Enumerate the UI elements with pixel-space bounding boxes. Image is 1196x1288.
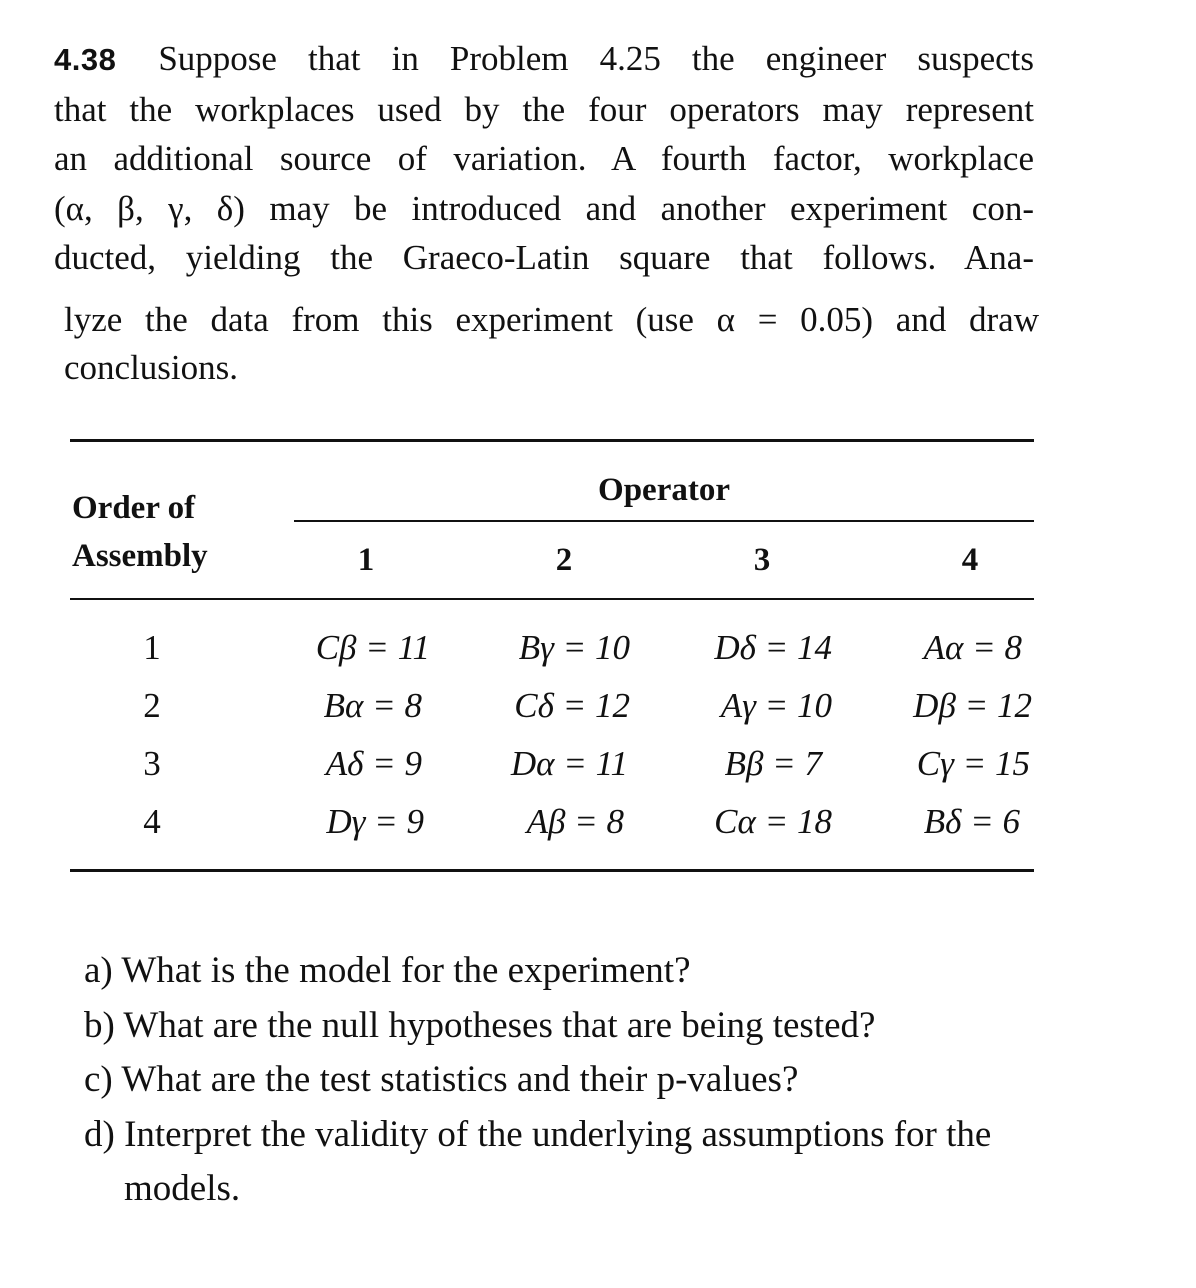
table-cell: Bβ = 7 — [724, 744, 822, 783]
problem-text-line-4: (α, β, γ, δ) may be introduced and another experiment con- — [54, 188, 1034, 228]
operator-header-4: 4 — [961, 542, 979, 578]
table-top-rule — [70, 439, 1034, 442]
problem-text-line-1: Suppose that in Problem 4.25 the engineer suspects — [158, 39, 1034, 78]
operator-group-rule — [294, 520, 1034, 522]
question-d-continuation: models. — [124, 1168, 241, 1209]
table-cell: Cβ = 11 — [315, 628, 430, 667]
table-cell: Cγ = 15 — [916, 744, 1030, 783]
table-cell: Cα = 18 — [714, 802, 832, 841]
table-bottom-rule — [70, 869, 1034, 872]
problem-statement — [54, 34, 1034, 283]
table-cell: Aα = 8 — [923, 628, 1022, 667]
operator-header-1: 1 — [357, 542, 375, 578]
table-cell: Aβ = 8 — [526, 802, 624, 841]
row-header-assembly: Assembly — [72, 538, 208, 574]
table-cell: Aγ = 10 — [720, 686, 832, 725]
table-cell: Dγ = 9 — [326, 802, 424, 841]
question-d: d) Interpret the validity of the underlying assumptions for the — [84, 1113, 992, 1155]
continuation-line-2: conclusions. — [64, 348, 239, 387]
problem-continuation — [64, 296, 1039, 392]
question-c: c) What are the test statistics and their p-values? — [84, 1059, 799, 1100]
question-a: a) What is the model for the experiment? — [84, 950, 691, 991]
problem-text-line-2: that the workplaces used by the four operators may represent — [54, 89, 1034, 129]
question-b: b) What are the null hypotheses that are being tested? — [84, 1004, 876, 1046]
row-header-order-of: Order of — [72, 490, 196, 526]
problem-number: 4.38 — [54, 42, 117, 77]
order-cell: 1 — [143, 628, 161, 667]
table-cell: Bδ = 6 — [923, 802, 1020, 841]
table-cell: Bα = 8 — [323, 686, 422, 725]
table-cell: Bγ = 10 — [518, 628, 630, 667]
order-cell: 3 — [143, 744, 161, 783]
table-cell: Dα = 11 — [510, 744, 628, 783]
problem-text-line-5: ducted, yielding the Graeco-Latin square that follows. Ana- — [54, 238, 1034, 277]
order-cell: 2 — [143, 686, 161, 725]
order-cell: 4 — [143, 802, 161, 841]
header-bottom-rule — [70, 598, 1034, 600]
continuation-line-1: lyze the data from this experiment (use α = 0.05) and draw — [64, 300, 1039, 339]
operator-header-3: 3 — [753, 542, 771, 578]
table-cell: Dδ = 14 — [714, 628, 832, 667]
table-cell: Cδ = 12 — [514, 686, 630, 725]
table-cell: Aδ = 9 — [325, 744, 422, 783]
operator-header-2: 2 — [555, 542, 573, 578]
table-cell: Dβ = 12 — [913, 686, 1032, 725]
column-group-header: Operator — [598, 472, 730, 508]
problem-text-line-3: an additional source of variation. A fourth factor, workplace — [54, 139, 1034, 178]
problem-line-1 — [54, 34, 1034, 85]
questions-list — [84, 944, 1094, 1217]
